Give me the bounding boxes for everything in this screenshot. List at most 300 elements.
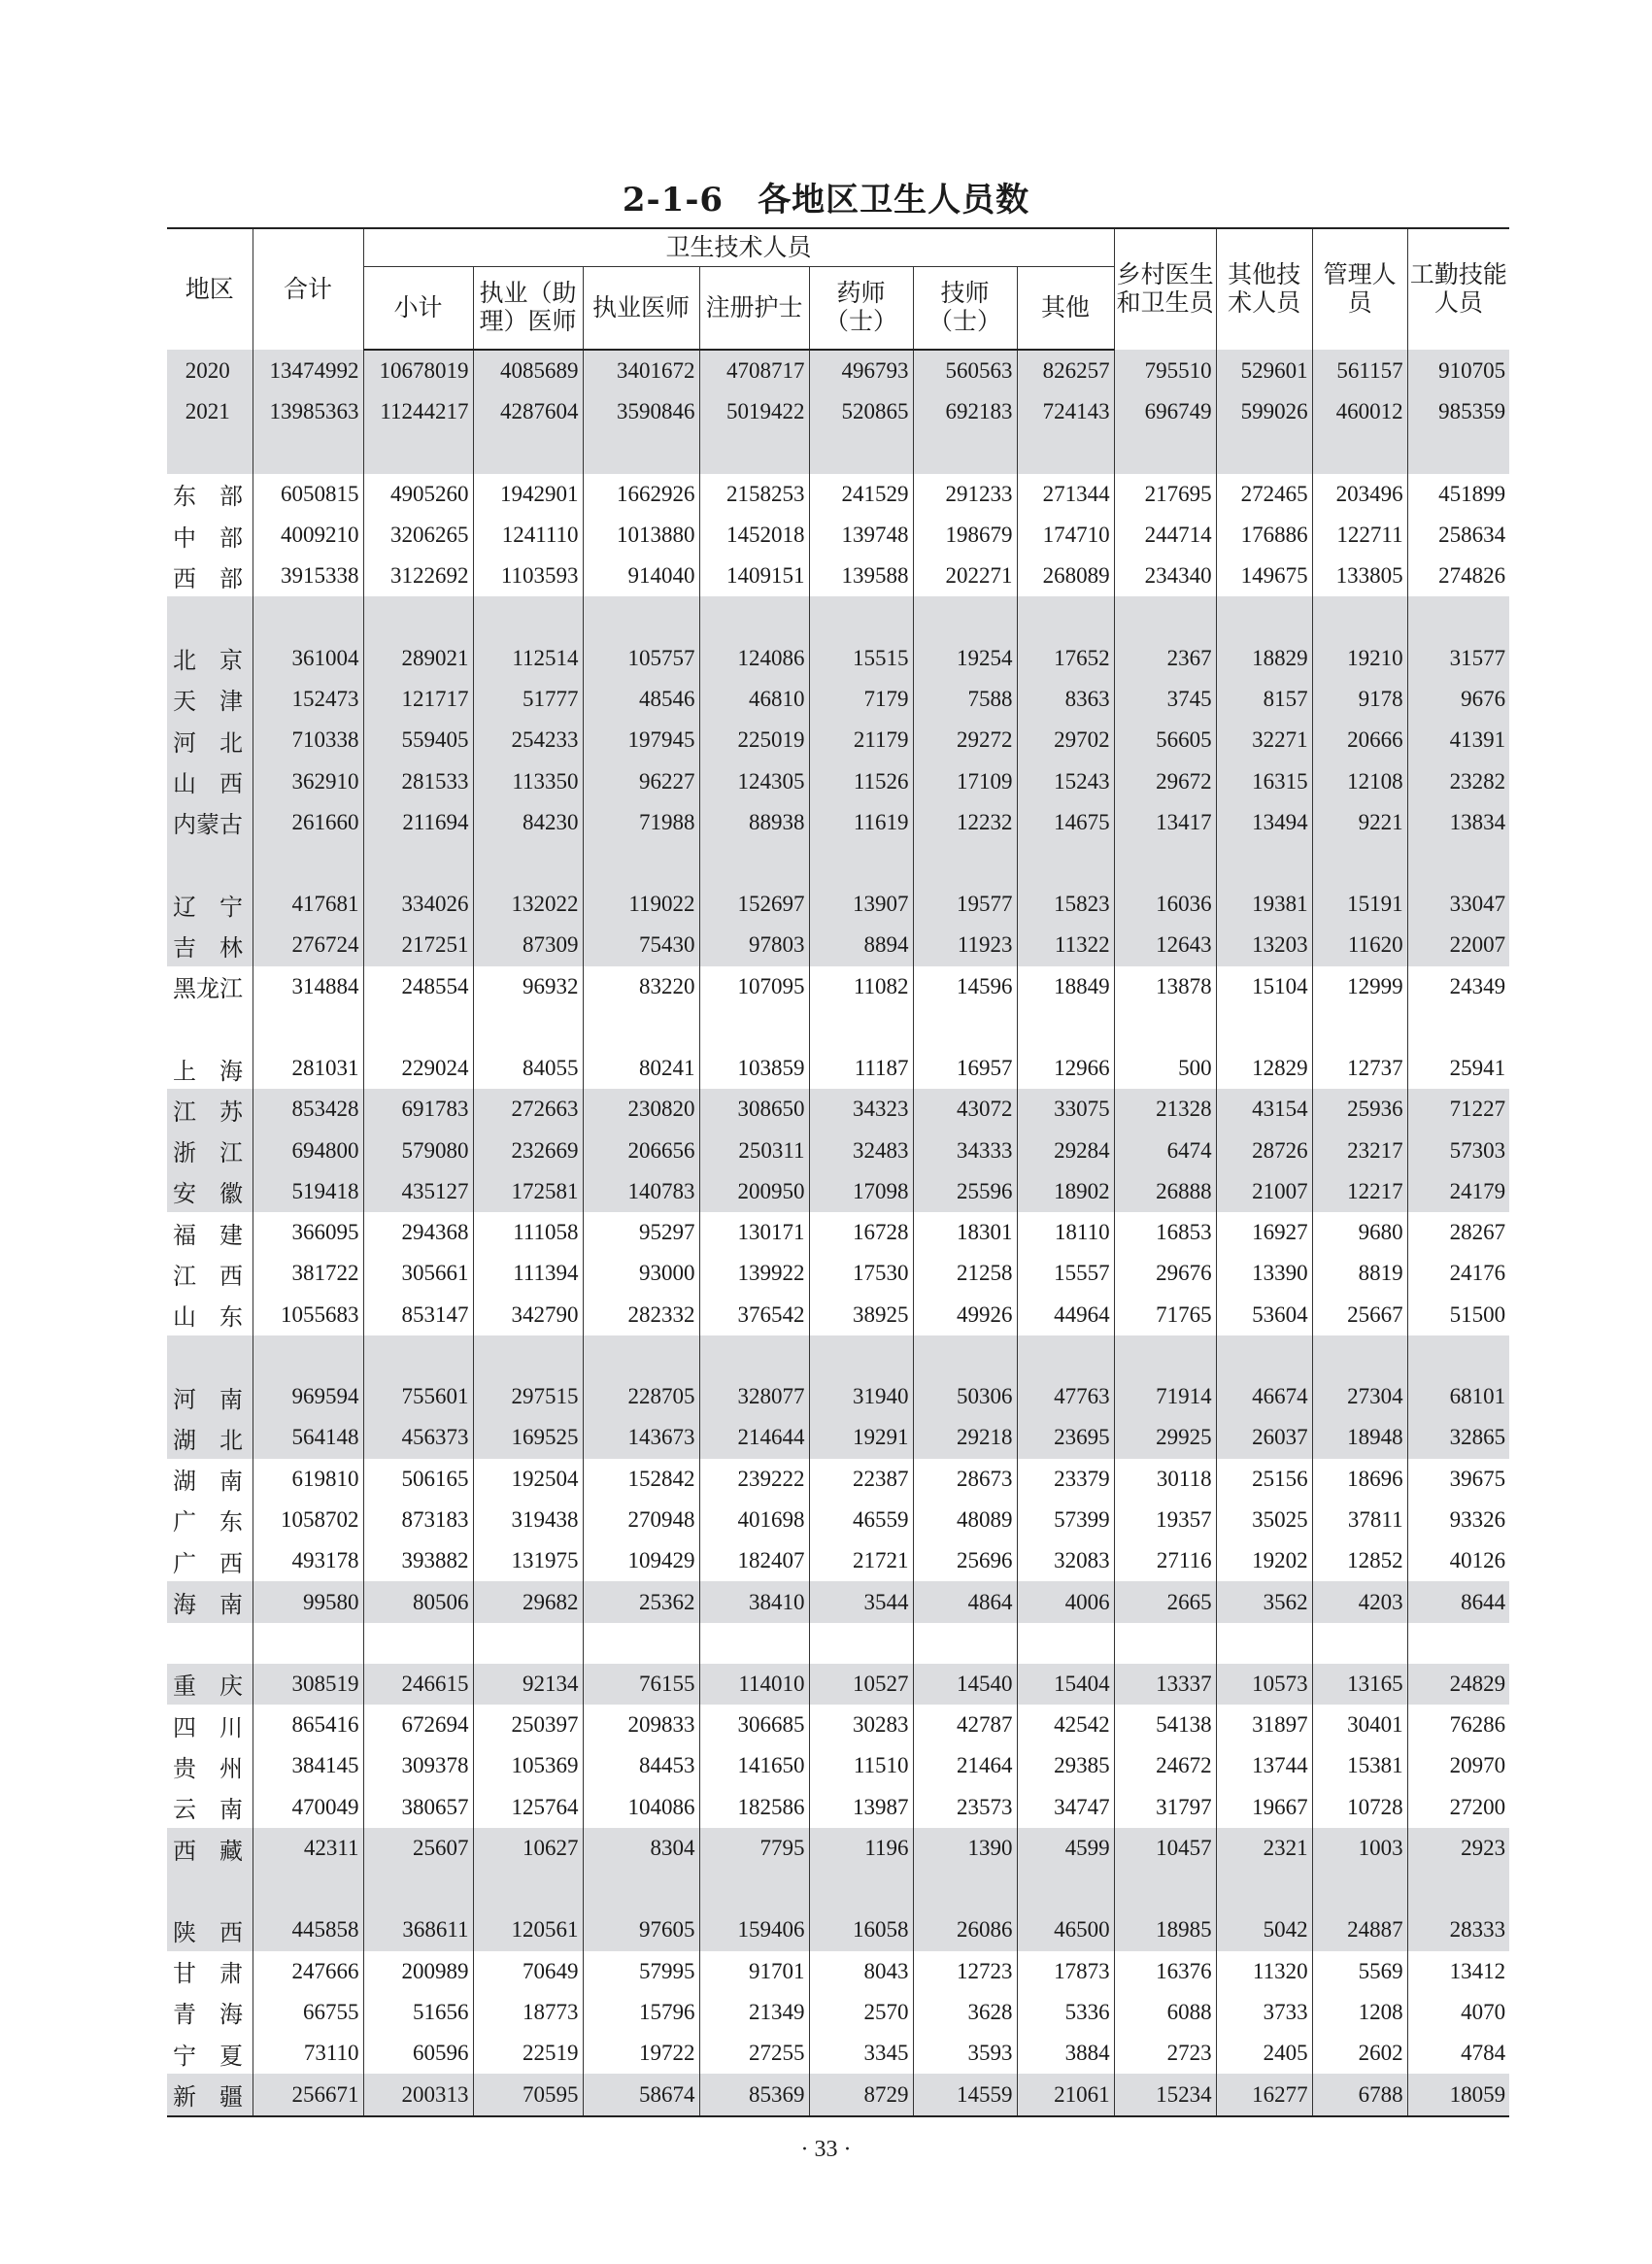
value-cell: 2158253 [699,474,809,515]
table-row [167,1295,1509,1335]
table-row [167,1048,1509,1089]
empty-cell [1312,1869,1407,1909]
value-cell: 969594 [253,1376,363,1417]
value-cell: 21349 [699,1992,809,2033]
value-cell: 520865 [809,391,913,432]
empty-cell [1407,1007,1509,1048]
value-cell: 247666 [253,1951,363,1992]
value-cell: 282332 [583,1295,699,1335]
value-cell: 229024 [363,1048,473,1089]
value-cell: 42311 [253,1828,363,1869]
value-cell: 159406 [699,1909,809,1950]
table-row [167,1540,1509,1581]
value-cell: 39675 [1407,1459,1509,1500]
value-cell: 230820 [583,1089,699,1130]
value-cell: 18696 [1312,1459,1407,1500]
value-cell: 76155 [583,1664,699,1705]
group-gap-row [167,1869,1509,1909]
value-cell: 46559 [809,1500,913,1540]
value-cell: 16728 [809,1212,913,1253]
value-cell: 401698 [699,1500,809,1540]
value-cell: 865416 [253,1705,363,1745]
value-cell: 258634 [1407,515,1509,556]
value-cell: 559405 [363,720,473,760]
empty-cell [473,1335,583,1376]
value-cell: 71227 [1407,1089,1509,1130]
value-cell: 8644 [1407,1581,1509,1622]
region-cell: 湖 北 [167,1417,253,1458]
empty-cell [167,433,253,474]
value-cell: 96932 [473,966,583,1007]
value-cell: 393882 [363,1540,473,1581]
region-cell: 北 京 [167,637,253,678]
value-cell: 38925 [809,1295,913,1335]
empty-cell [363,1335,473,1376]
header-subtotal: 小计 [363,267,473,351]
value-cell: 132022 [473,884,583,925]
empty-cell [1216,596,1312,637]
empty-cell [1407,596,1509,637]
value-cell: 12232 [913,802,1017,843]
group-gap-row [167,843,1509,884]
value-cell: 13494 [1216,802,1312,843]
value-cell: 92134 [473,1664,583,1705]
value-cell: 16277 [1216,2074,1312,2115]
value-cell: 16036 [1114,884,1216,925]
value-cell: 2367 [1114,637,1216,678]
region-cell: 辽 宁 [167,884,253,925]
value-cell: 11619 [809,802,913,843]
table-row [167,1828,1509,1869]
value-cell: 19722 [583,2033,699,2074]
value-cell: 198679 [913,515,1017,556]
value-cell: 19577 [913,884,1017,925]
empty-cell [1017,843,1114,884]
value-cell: 38410 [699,1581,809,1622]
value-cell: 241529 [809,474,913,515]
value-cell: 91701 [699,1951,809,1992]
empty-cell [167,843,253,884]
value-cell: 261660 [253,802,363,843]
empty-cell [253,433,363,474]
table-row [167,350,1509,391]
value-cell: 46674 [1216,1376,1312,1417]
region-cell: 河 南 [167,1376,253,1417]
value-cell: 470049 [253,1787,363,1828]
value-cell: 13337 [1114,1664,1216,1705]
value-cell: 2405 [1216,2033,1312,2074]
value-cell: 24672 [1114,1745,1216,1786]
region-cell: 青 海 [173,2001,243,2029]
value-cell: 985359 [1407,391,1509,432]
value-cell: 21721 [809,1540,913,1581]
value-cell: 131975 [473,1540,583,1581]
value-cell: 19291 [809,1417,913,1458]
table-row [167,515,1509,556]
region-cell: 贵 州 [173,1754,243,1782]
value-cell: 70649 [473,1951,583,1992]
value-cell: 24349 [1407,966,1509,1007]
value-cell: 84055 [473,1048,583,1089]
value-cell: 560563 [913,350,1017,391]
value-cell: 24829 [1407,1664,1509,1705]
value-cell: 28267 [1407,1212,1509,1253]
empty-cell [167,1007,253,1048]
value-cell: 6088 [1114,1992,1216,2033]
region-cell: 2021 [167,391,253,432]
value-cell: 232669 [473,1130,583,1170]
value-cell: 130171 [699,1212,809,1253]
value-cell: 93000 [583,1253,699,1294]
empty-cell [253,1007,363,1048]
value-cell: 1013880 [583,515,699,556]
value-cell: 17098 [809,1171,913,1212]
value-cell: 25362 [583,1581,699,1622]
table-row [167,966,1509,1007]
region-cell: 山 东 [173,1303,243,1332]
value-cell: 13744 [1216,1745,1312,1786]
value-cell: 274826 [1407,556,1509,596]
value-cell: 19254 [913,637,1017,678]
value-cell: 11322 [1017,925,1114,965]
value-cell: 8157 [1216,679,1312,720]
value-cell: 11620 [1312,925,1407,965]
value-cell: 139748 [809,515,913,556]
value-cell: 27200 [1407,1787,1509,1828]
value-cell: 1208 [1312,1992,1407,2033]
value-cell: 71765 [1114,1295,1216,1335]
value-cell: 308519 [253,1664,363,1705]
header-licensed-doctor-only: 执业医师 [583,267,699,351]
value-cell: 244714 [1114,515,1216,556]
value-cell: 15243 [1017,760,1114,801]
empty-cell [809,843,913,884]
value-cell: 46810 [699,679,809,720]
region-cell: 重 庆 [167,1664,253,1705]
table-row [167,1171,1509,1212]
empty-cell [253,1335,363,1376]
value-cell: 27255 [699,2033,809,2074]
value-cell: 21007 [1216,1171,1312,1212]
value-cell: 8363 [1017,679,1114,720]
value-cell: 114010 [699,1664,809,1705]
value-cell: 23282 [1407,760,1509,801]
empty-cell [473,843,583,884]
empty-cell [699,1623,809,1664]
value-cell: 13417 [1114,802,1216,843]
value-cell: 25936 [1312,1089,1407,1130]
value-cell: 53604 [1216,1295,1312,1335]
table-row [167,637,1509,678]
header-region: 地区 [167,228,253,350]
value-cell: 28726 [1216,1130,1312,1170]
value-cell: 561157 [1312,350,1407,391]
value-cell: 22387 [809,1459,913,1500]
value-cell: 85369 [699,2074,809,2115]
value-cell: 3733 [1216,1992,1312,2033]
value-cell: 13474992 [253,350,363,391]
value-cell: 12966 [1017,1048,1114,1089]
value-cell: 41391 [1407,720,1509,760]
table-row [167,1253,1509,1294]
value-cell: 15191 [1312,884,1407,925]
value-cell: 133805 [1312,556,1407,596]
value-cell: 506165 [363,1459,473,1500]
value-cell: 15104 [1216,966,1312,1007]
value-cell: 314884 [253,966,363,1007]
empty-cell [1017,433,1114,474]
value-cell: 23573 [913,1787,1017,1828]
region-cell: 东 部 [173,483,243,511]
empty-cell [583,843,699,884]
value-cell: 23217 [1312,1130,1407,1170]
value-cell: 30283 [809,1705,913,1745]
value-cell: 49926 [913,1295,1017,1335]
value-cell: 380657 [363,1787,473,1828]
value-cell: 5019422 [699,391,809,432]
value-cell: 724143 [1017,391,1114,432]
table-row [167,1992,1509,2033]
value-cell: 2602 [1312,2033,1407,2074]
value-cell: 16927 [1216,1212,1312,1253]
region-cell: 江 西 [173,1262,243,1290]
value-cell: 152473 [253,679,363,720]
empty-cell [699,843,809,884]
value-cell: 12829 [1216,1048,1312,1089]
empty-cell [473,1007,583,1048]
empty-cell [583,1335,699,1376]
value-cell: 176886 [1216,515,1312,556]
value-cell: 11187 [809,1048,913,1089]
value-cell: 691783 [363,1089,473,1130]
table-row [167,1909,1509,1950]
value-cell: 9676 [1407,679,1509,720]
value-cell: 54138 [1114,1705,1216,1745]
value-cell: 200313 [363,2074,473,2115]
value-cell: 8043 [809,1951,913,1992]
table-title: 2-1-6 各地区卫生人员数 [622,181,1030,220]
value-cell: 692183 [913,391,1017,432]
value-cell: 25696 [913,1540,1017,1581]
table-row [167,1089,1509,1130]
region-cell: 中 部 [173,524,243,552]
table-row [167,802,1509,843]
value-cell: 529601 [1216,350,1312,391]
value-cell: 96227 [583,760,699,801]
empty-cell [699,433,809,474]
value-cell: 289021 [363,637,473,678]
value-cell: 1452018 [699,515,809,556]
value-cell: 97803 [699,925,809,965]
region-cell: 湖 南 [173,1468,243,1496]
value-cell: 84230 [473,802,583,843]
value-cell: 3544 [809,1581,913,1622]
value-cell: 2321 [1216,1828,1312,1869]
empty-cell [1312,843,1407,884]
value-cell: 10457 [1114,1828,1216,1869]
header-nurse: 注册护士 [699,267,809,351]
empty-cell [699,1335,809,1376]
value-cell: 149675 [1216,556,1312,596]
value-cell: 376542 [699,1295,809,1335]
value-cell: 13907 [809,884,913,925]
value-cell: 384145 [253,1745,363,1786]
value-cell: 15796 [583,1992,699,2033]
value-cell: 125764 [473,1787,583,1828]
region-cell: 广 东 [173,1508,243,1537]
empty-cell [699,596,809,637]
value-cell: 19667 [1216,1787,1312,1828]
table-row [167,1500,1509,1540]
empty-cell [1407,843,1509,884]
value-cell: 3628 [913,1992,1017,2033]
value-cell: 272465 [1216,474,1312,515]
value-cell: 51656 [363,1992,473,2033]
header-village-doctor: 乡村医生和卫生员 [1114,228,1216,350]
value-cell: 15557 [1017,1253,1114,1294]
value-cell: 31577 [1407,637,1509,678]
value-cell: 1196 [809,1828,913,1869]
value-cell: 124305 [699,760,809,801]
empty-cell [1114,1007,1216,1048]
value-cell: 270948 [583,1500,699,1540]
value-cell: 12852 [1312,1540,1407,1581]
empty-cell [809,1869,913,1909]
value-cell: 21061 [1017,2074,1114,2115]
empty-cell [1216,843,1312,884]
empty-cell [913,1869,1017,1909]
value-cell: 17109 [913,760,1017,801]
page-number: · 33 · [800,2137,852,2162]
value-cell: 34747 [1017,1787,1114,1828]
value-cell: 27116 [1114,1540,1216,1581]
value-cell: 20666 [1312,720,1407,760]
empty-cell [583,1869,699,1909]
value-cell: 19210 [1312,637,1407,678]
value-cell: 51500 [1407,1295,1509,1335]
value-cell: 73110 [253,2033,363,2074]
value-cell: 24887 [1312,1909,1407,1950]
table-row [167,556,1509,596]
value-cell: 9680 [1312,1212,1407,1253]
value-cell: 1241110 [473,515,583,556]
value-cell: 308650 [699,1089,809,1130]
value-cell: 34323 [809,1089,913,1130]
value-cell: 10527 [809,1664,913,1705]
value-cell: 8894 [809,925,913,965]
value-cell: 10573 [1216,1664,1312,1705]
value-cell: 17530 [809,1253,913,1294]
value-cell: 93326 [1407,1500,1509,1540]
value-cell: 13878 [1114,966,1216,1007]
value-cell: 8304 [583,1828,699,1869]
value-cell: 88938 [699,802,809,843]
value-cell: 268089 [1017,556,1114,596]
value-cell: 18059 [1407,2074,1509,2115]
value-cell: 361004 [253,637,363,678]
value-cell: 35025 [1216,1500,1312,1540]
value-cell: 58674 [583,2074,699,2115]
value-cell: 4784 [1407,2033,1509,2074]
region-cell: 西 藏 [167,1828,253,1869]
value-cell: 13985363 [253,391,363,432]
value-cell: 29676 [1114,1253,1216,1294]
value-cell: 14596 [913,966,1017,1007]
value-cell: 246615 [363,1664,473,1705]
empty-cell [473,1623,583,1664]
empty-cell [1407,1869,1509,1909]
value-cell: 71914 [1114,1376,1216,1417]
value-cell: 10627 [473,1828,583,1869]
region-cell: 新 疆 [167,2074,253,2115]
value-cell: 1003 [1312,1828,1407,1869]
value-cell: 4085689 [473,350,583,391]
empty-cell [363,1869,473,1909]
value-cell: 4708717 [699,350,809,391]
header-licensed-doctor: 执业（助理）医师 [473,267,583,351]
value-cell: 1058702 [253,1500,363,1540]
value-cell: 56605 [1114,720,1216,760]
empty-cell [809,1335,913,1376]
value-cell: 755601 [363,1376,473,1417]
value-cell: 75430 [583,925,699,965]
empty-cell [913,596,1017,637]
value-cell: 451899 [1407,474,1509,515]
value-cell: 140783 [583,1171,699,1212]
value-cell: 13834 [1407,802,1509,843]
value-cell: 4203 [1312,1581,1407,1622]
empty-cell [1017,1007,1114,1048]
region-cell: 西 部 [173,564,243,592]
value-cell: 105757 [583,637,699,678]
value-cell: 14675 [1017,802,1114,843]
region-cell: 黑龙江 [173,975,243,1003]
table-row [167,1212,1509,1253]
empty-cell [809,596,913,637]
region-cell: 吉 林 [167,925,253,965]
value-cell: 26888 [1114,1171,1216,1212]
group-gap-row [167,1623,1509,1664]
value-cell: 143673 [583,1417,699,1458]
value-cell: 256671 [253,2074,363,2115]
value-cell: 13412 [1407,1951,1509,1992]
value-cell: 328077 [699,1376,809,1417]
value-cell: 826257 [1017,350,1114,391]
value-cell: 11526 [809,760,913,801]
table-row [167,1705,1509,1745]
value-cell: 51777 [473,679,583,720]
value-cell: 209833 [583,1705,699,1745]
value-cell: 20970 [1407,1745,1509,1786]
value-cell: 460012 [1312,391,1407,432]
value-cell: 99580 [253,1581,363,1622]
value-cell: 22519 [473,2033,583,2074]
empty-cell [699,1007,809,1048]
value-cell: 276724 [253,925,363,965]
region-cell: 2020 [167,350,253,391]
value-cell: 5569 [1312,1951,1407,1992]
value-cell: 250311 [699,1130,809,1170]
value-cell: 43072 [913,1089,1017,1130]
region-cell: 上 海 [173,1057,243,1085]
value-cell: 1942901 [473,474,583,515]
value-cell: 15515 [809,637,913,678]
empty-cell [1114,843,1216,884]
value-cell: 43154 [1216,1089,1312,1130]
empty-cell [253,1623,363,1664]
value-cell: 214644 [699,1417,809,1458]
value-cell: 16376 [1114,1951,1216,1992]
